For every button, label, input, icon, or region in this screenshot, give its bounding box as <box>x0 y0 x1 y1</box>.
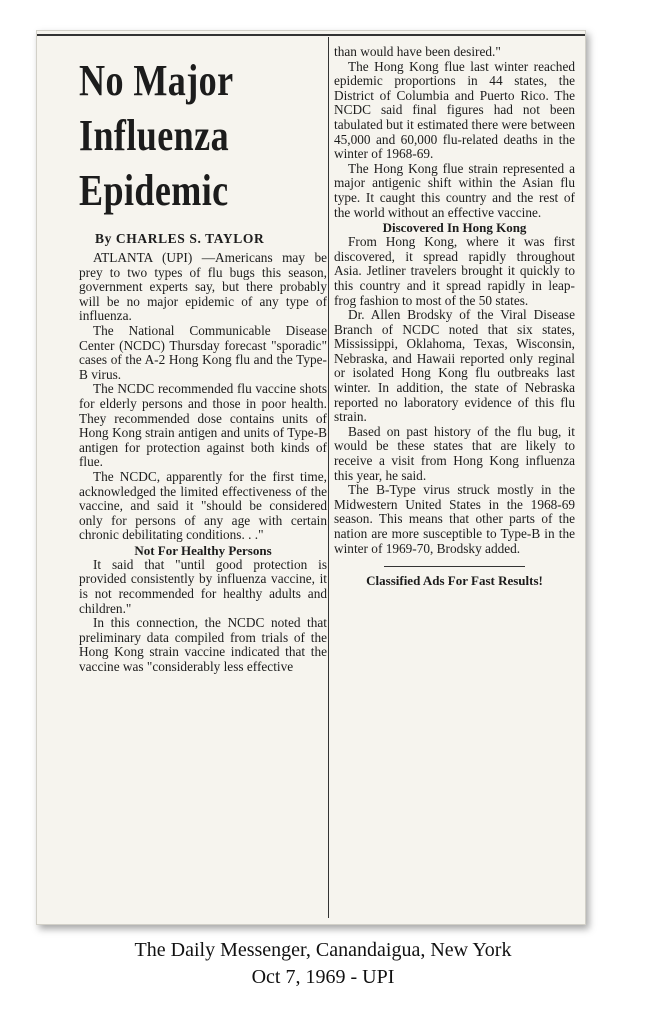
newspaper-clipping <box>36 30 586 925</box>
caption-source: The Daily Messenger, Canandaigua, New York <box>134 939 512 961</box>
paragraph: From Hong Kong, where it was first discovered, it spread rapidly throughout Asia. Jetliner travelers brought it quickly to this country and it spread rapidly in leap-frog fashion to most of the 50 states. <box>334 234 575 308</box>
headline-line-3: Epidemic <box>79 166 229 215</box>
right-column <box>334 31 575 924</box>
paragraph: The NCDC recommended flu vaccine shots for elderly persons and those in poor health. They recommended dose contains units of Hong Kong strain antigen and units of Type-B antigen for protection against both kinds of flue. <box>79 381 327 470</box>
paragraph: The Hong Kong flue strain represented a major antigenic shift within the Asian flu type. It caught this country and the rest of the world without an effective vaccine. <box>334 160 575 220</box>
ad-rule <box>384 566 525 567</box>
headline-line-2: Influenza <box>79 111 230 160</box>
paragraph: ATLANTA (UPI) —Americans may be prey to two types of flu bugs this season, government experts say, but there probably will be no major epidemic of any type of influenza. <box>79 250 327 324</box>
paragraph: In this connection, the NCDC noted that preliminary data compiled from trials of the Hong Kong strain vaccine indicated that the vaccine was "considerably less effective <box>79 615 327 675</box>
subhead-discovered: Discovered In Hong Kong <box>382 220 527 236</box>
left-column <box>79 31 327 924</box>
column-divider <box>328 37 329 918</box>
paragraph: The Hong Kong flue last winter reached epidemic proportions in 44 states, the District of Columbia and Puerto Rico. The NCDC said final figures had not been tabulated but it estimated there were between 45,000 and 60,000 flu-related deaths in the winter of 1968-69. <box>334 58 575 162</box>
paragraph: It said that "until good protection is provided consistently by influenza vaccine, it is not recommended for healthy adults and children." <box>79 556 327 616</box>
headline <box>79 53 268 218</box>
classified-ad: Classified Ads For Fast Results! <box>366 573 543 589</box>
paragraph: Based on past history of the flu bug, it would be these states that are likely to receive a visit from Hong Kong influenza this year, he said. <box>334 423 575 483</box>
caption-date: Oct 7, 1969 - UPI <box>251 966 395 988</box>
byline: By CHARLES S. TAYLOR <box>95 231 265 246</box>
left-body <box>79 251 327 675</box>
paragraph: Dr. Allen Brodsky of the Viral Disease Branch of NCDC noted that six states, Mississippi, Oklahoma, Texas, Wisconsin, Nebraska, and Hawaii reported only reginal or isolated Hong Kong flu outbreaks last winter. In addition, the state of Nebraska reported no laboratory evidence of this flu strain. <box>334 307 575 425</box>
subhead-not-for-healthy: Not For Healthy Persons <box>134 542 272 558</box>
paragraph: The B-Type virus struck mostly in the Midwestern United States in the 1968-69 season. This means that other parts of the nation are more susceptible to Type-B in the winter of 1969-70, Brodsky added. <box>334 482 575 556</box>
paragraph: The NCDC, apparently for the first time, acknowledged the limited effectiveness of the vaccine, and said it "should be considered only for persons of any age with certain chronic debilitating conditions. . ." <box>79 468 327 543</box>
continuation-text: than would have been desired." <box>334 44 501 59</box>
right-body <box>334 45 575 589</box>
paragraph: The National Communicable Disease Center (NCDC) Thursday forecast "sporadic" cases of the A-2 Hong Kong flu and the Type-B virus. <box>79 322 327 382</box>
headline-line-1: No Major <box>79 56 234 105</box>
